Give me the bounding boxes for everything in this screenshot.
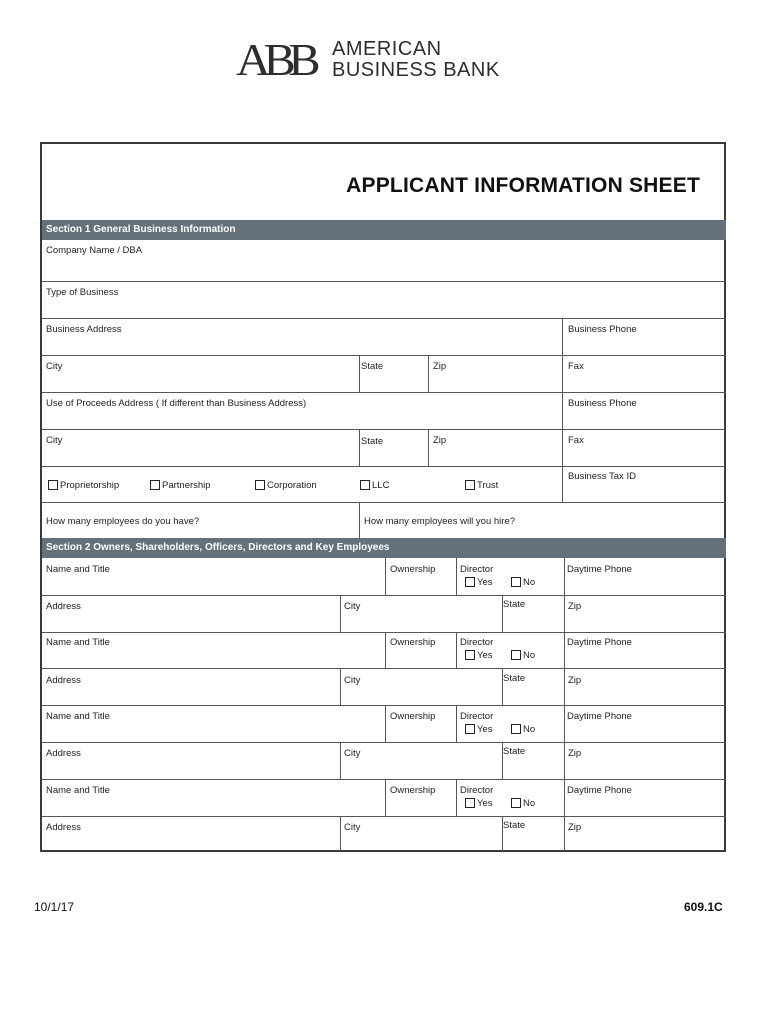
city-label: City [344, 822, 361, 833]
column-divider [359, 502, 360, 538]
business-phone-label: Business Phone [568, 324, 637, 335]
column-divider [385, 632, 386, 668]
proceeds-address-label: Use of Proceeds Address ( If different than Business Address) [46, 398, 307, 409]
column-divider [562, 466, 563, 502]
column-divider [385, 779, 386, 816]
city-label: City [46, 361, 63, 372]
checkbox-box[interactable] [360, 480, 370, 490]
row-divider [42, 779, 726, 780]
row-divider [42, 816, 726, 817]
employees-have-label: How many employees do you have? [46, 516, 200, 527]
column-divider [385, 558, 386, 595]
director-label: Director [460, 711, 494, 722]
row-divider [42, 595, 726, 596]
column-divider [456, 705, 457, 742]
section1-header: Section 1 General Business Information [42, 220, 726, 240]
row-divider [42, 668, 726, 669]
city-2-label: City [46, 435, 63, 446]
state-label: State [503, 673, 526, 684]
director-no-checkbox[interactable]: No [511, 724, 535, 736]
zip-label: Zip [568, 748, 582, 759]
row-divider [42, 318, 726, 319]
fax-label: Fax [568, 361, 584, 372]
business-address-label: Business Address [46, 324, 122, 335]
ownership-label: Ownership [390, 785, 436, 796]
zip-label: Zip [433, 361, 447, 372]
logo-text-line1: AMERICAN [332, 38, 442, 60]
ownership-label: Ownership [390, 711, 436, 722]
checkbox-box[interactable] [511, 577, 521, 587]
form-title: APPLICANT INFORMATION SHEET [346, 174, 700, 197]
row-divider [42, 281, 726, 282]
state-label: State [503, 820, 526, 831]
ownership-label: Ownership [390, 564, 436, 575]
zip-label: Zip [568, 675, 582, 686]
state-label: State [361, 361, 384, 372]
section2-header: Section 2 Owners, Shareholders, Officers, Directors and Key Employees [42, 538, 726, 558]
checkbox-box[interactable] [465, 577, 475, 587]
zip-2-label: Zip [433, 435, 447, 446]
name-title-label: Name and Title [46, 711, 110, 722]
checkbox-box[interactable] [465, 650, 475, 660]
director-label: Director [460, 637, 494, 648]
state-label: State [503, 599, 526, 610]
name-title-label: Name and Title [46, 564, 110, 575]
daytime-phone-label: Daytime Phone [567, 564, 632, 575]
proprietorship-checkbox[interactable]: Proprietorship [48, 480, 119, 492]
fax-2-label: Fax [568, 435, 584, 446]
director-yes-checkbox[interactable]: Yes [465, 724, 493, 736]
company-name-label: Company Name / DBA [46, 245, 143, 256]
bank-logo [236, 34, 526, 85]
name-title-label: Name and Title [46, 785, 110, 796]
column-divider [340, 668, 341, 705]
row-divider [42, 742, 726, 743]
checkbox-box[interactable] [150, 480, 160, 490]
row-divider [42, 502, 726, 503]
director-label: Director [460, 564, 494, 575]
form-number: 609.1C [684, 900, 723, 914]
column-divider [340, 595, 341, 632]
applicant-form [40, 142, 726, 852]
row-divider [42, 632, 726, 633]
column-divider [456, 779, 457, 816]
partnership-checkbox[interactable]: Partnership [150, 480, 211, 492]
director-yes-checkbox[interactable]: Yes [465, 798, 493, 810]
employees-hire-label: How many employees will you hire? [364, 516, 516, 527]
column-divider [428, 429, 429, 466]
checkbox-box[interactable] [511, 724, 521, 734]
city-label: City [344, 601, 361, 612]
row-divider [42, 429, 726, 430]
director-no-checkbox[interactable]: No [511, 650, 535, 662]
director-no-checkbox[interactable]: No [511, 577, 535, 589]
director-label: Director [460, 785, 494, 796]
city-label: City [344, 675, 361, 686]
llc-checkbox[interactable]: LLC [360, 480, 389, 492]
business-phone-2-label: Business Phone [568, 398, 637, 409]
corporation-checkbox[interactable]: Corporation [255, 480, 317, 492]
checkbox-box[interactable] [465, 480, 475, 490]
type-of-business-label: Type of Business [46, 287, 119, 298]
row-divider [42, 705, 726, 706]
state-label: State [503, 746, 526, 757]
daytime-phone-label: Daytime Phone [567, 637, 632, 648]
column-divider [456, 558, 457, 595]
column-divider [359, 429, 360, 466]
zip-label: Zip [568, 601, 582, 612]
checkbox-box[interactable] [465, 724, 475, 734]
logo-mark: ABB [236, 34, 314, 85]
column-divider [340, 742, 341, 779]
director-no-checkbox[interactable]: No [511, 798, 535, 810]
checkbox-box[interactable] [511, 798, 521, 808]
daytime-phone-label: Daytime Phone [567, 785, 632, 796]
row-divider [42, 392, 726, 393]
address-label: Address [46, 675, 81, 686]
checkbox-box[interactable] [255, 480, 265, 490]
row-divider [42, 355, 726, 356]
daytime-phone-label: Daytime Phone [567, 711, 632, 722]
state-2-label: State [361, 436, 384, 447]
director-yes-checkbox[interactable]: Yes [465, 650, 493, 662]
checkbox-box[interactable] [465, 798, 475, 808]
address-label: Address [46, 822, 81, 833]
column-divider [456, 632, 457, 668]
business-tax-id-label: Business Tax ID [568, 471, 636, 482]
column-divider [340, 816, 341, 852]
checkbox-box[interactable] [48, 480, 58, 490]
address-label: Address [46, 601, 81, 612]
form-date: 10/1/17 [34, 900, 75, 914]
column-divider [385, 705, 386, 742]
column-divider [359, 355, 360, 392]
trust-checkbox[interactable]: Trust [465, 480, 498, 492]
checkbox-box[interactable] [511, 650, 521, 660]
director-yes-checkbox[interactable]: Yes [465, 577, 493, 589]
name-title-label: Name and Title [46, 637, 110, 648]
address-label: Address [46, 748, 81, 759]
city-label: City [344, 748, 361, 759]
ownership-label: Ownership [390, 637, 436, 648]
row-divider [42, 466, 726, 467]
column-divider [428, 355, 429, 392]
zip-label: Zip [568, 822, 582, 833]
logo-text-line2: BUSINESS BANK [332, 59, 500, 81]
